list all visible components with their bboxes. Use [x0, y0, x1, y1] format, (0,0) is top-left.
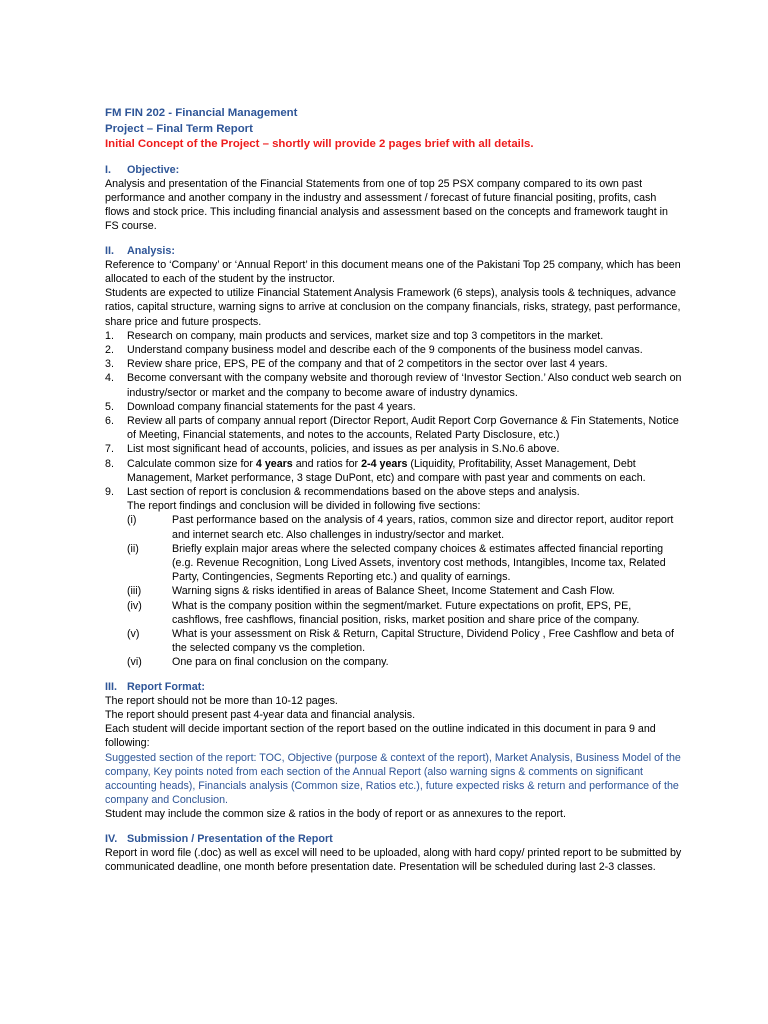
- project-title: Project – Final Term Report: [105, 122, 253, 135]
- objective-title: Objective:: [127, 163, 180, 176]
- course-title: FM FIN 202 - Financial Management: [105, 107, 298, 119]
- list-item: 8. Calculate common size for 4 years and ratios for 2-4 years (Liquidity, Profitability, Asset Management, Debt Management, Market performance, 3 stage DuPont, etc) and compare with past year and comments on each.: [105, 457, 646, 484]
- list-item: (iv) What is the company position within the segment/market. Future expectations on profit, EPS, PE, cashflows, free cashflows, financial position, risks, market position and share price of the company.: [127, 599, 640, 626]
- list-item: (ii) Briefly explain major areas where the selected company choices & estimates affected financial reporting (e.g. Revenue Recognition, Long Lived Assets, inventory cost methods, Intangibles, Income tax, Related Party, Contingencies, Segments Reporting etc.) and quality of earnings.: [127, 542, 666, 584]
- list-item: 3. Review share price, EPS, PE of the company and that of 2 competitors in the sector over last 4 years.: [105, 358, 608, 371]
- analysis-steps-list: [105, 329, 683, 499]
- list-item: (i) Past performance based on the analysis of 4 years, ratios, common size and director report, auditor report and internet search etc. Also challenges in industry/sector and market.: [127, 514, 674, 541]
- format-p4: Student may include the common size & ratios in the body of report or as annexures to the report.: [105, 808, 566, 821]
- objective-text: Analysis and presentation of the Financial Statements from one of top 25 PSX company compared to its own past performance and another company in the industry and assessment / forecast of future financial positing, profits, cash flows and stock price. This including financial analysis and assessment based on the concepts and framework taught in FS course.: [105, 177, 668, 233]
- format-number: III.: [105, 680, 117, 693]
- list-item: (vi) One para on final conclusion on the company.: [127, 656, 389, 669]
- list-item: (v) What is your assessment on Risk & Return, Capital Structure, Dividend Policy , Free Cashflow and beta of the selected company vs the completion.: [127, 628, 674, 655]
- objective-heading: [105, 163, 683, 177]
- list-item: 4. Become conversant with the company website and thorough review of ‘Investor Section.’ Also conduct web search on industry/sector or market and the company to become aware of industry dynamics.: [105, 372, 682, 399]
- list-item: 1. Research on company, main products and services, market size and top 3 competitors in the market.: [105, 329, 604, 342]
- analysis-intro-1: Reference to ‘Company’ or ‘Annual Report’ in this document means one of the Pakistani Top 25 company, which has been allocated to each of the student by the instructor.: [105, 258, 681, 285]
- list-item: 9. Last section of report is conclusion & recommendations based on the above steps and analysis.: [105, 485, 580, 498]
- analysis-intro-2: Students are expected to utilize Financial Statement Analysis Framework (6 steps), analysis tools & techniques, advance ratios, capital structure, warning signs to arrive at conclusion on the company financials, risks, strategy, past performance, share price and future prospects.: [105, 287, 681, 328]
- analysis-title: Analysis:: [127, 244, 176, 257]
- submission-heading: [105, 832, 683, 846]
- format-heading: [105, 680, 683, 694]
- analysis-heading: [105, 244, 683, 258]
- format-title: Report Format:: [127, 680, 205, 693]
- submission-number: IV.: [105, 832, 118, 845]
- format-p1: The report should not be more than 10-12 pages.: [105, 694, 338, 707]
- analysis-number: II.: [105, 244, 114, 257]
- list-item: 6. Review all parts of company annual report (Director Report, Audit Report Corp Governance & Fin Statements, Notice of Meeting, Financial statements, and notes to the accounts, Related Party Disclosure, etc.): [105, 414, 679, 442]
- document-page: [105, 106, 683, 874]
- format-p3: Each student will decide important section of the report based on the outline indicated in this document in para 9 and following:: [105, 723, 656, 750]
- list-item: (iii) Warning signs & risks identified in areas of Balance Sheet, Income Statement and Cash Flow.: [127, 585, 615, 598]
- submission-title: Submission / Presentation of the Report: [127, 832, 333, 845]
- list-item: 5. Download company financial statements for the past 4 years.: [105, 400, 416, 413]
- suggested-sections: Suggested section of the report: TOC, Objective (purpose & context of the report), Market Analysis, Business Model of the company, Key points noted from each section of the Annual Report (also warning signs & comments on significant accounting heads), Financials analysis (Common size, Ratios etc.), future expected risks & return and performance of the company and Conclusion.: [105, 751, 681, 807]
- list-item: 7. List most significant head of accounts, policies, and issues as per analysis in S.No.6 above.: [105, 443, 560, 456]
- objective-number: I.: [105, 163, 111, 176]
- list-item: 2. Understand company business model and describe each of the 9 components of the business model canvas.: [105, 343, 643, 356]
- format-p2: The report should present past 4-year data and financial analysis.: [105, 709, 416, 722]
- sections-intro: The report findings and conclusion will be divided in following five sections:: [127, 500, 481, 513]
- report-sections-list: [105, 513, 683, 669]
- submission-text: Report in word file (.doc) as well as excel will need to be uploaded, along with hard copy/ printed report to be submitted by communicated deadline, one month before presentation date. Presentation will be scheduled during last 2-3 classes.: [105, 846, 682, 874]
- concept-notice: Initial Concept of the Project – shortly will provide 2 pages brief with all details.: [105, 138, 534, 150]
